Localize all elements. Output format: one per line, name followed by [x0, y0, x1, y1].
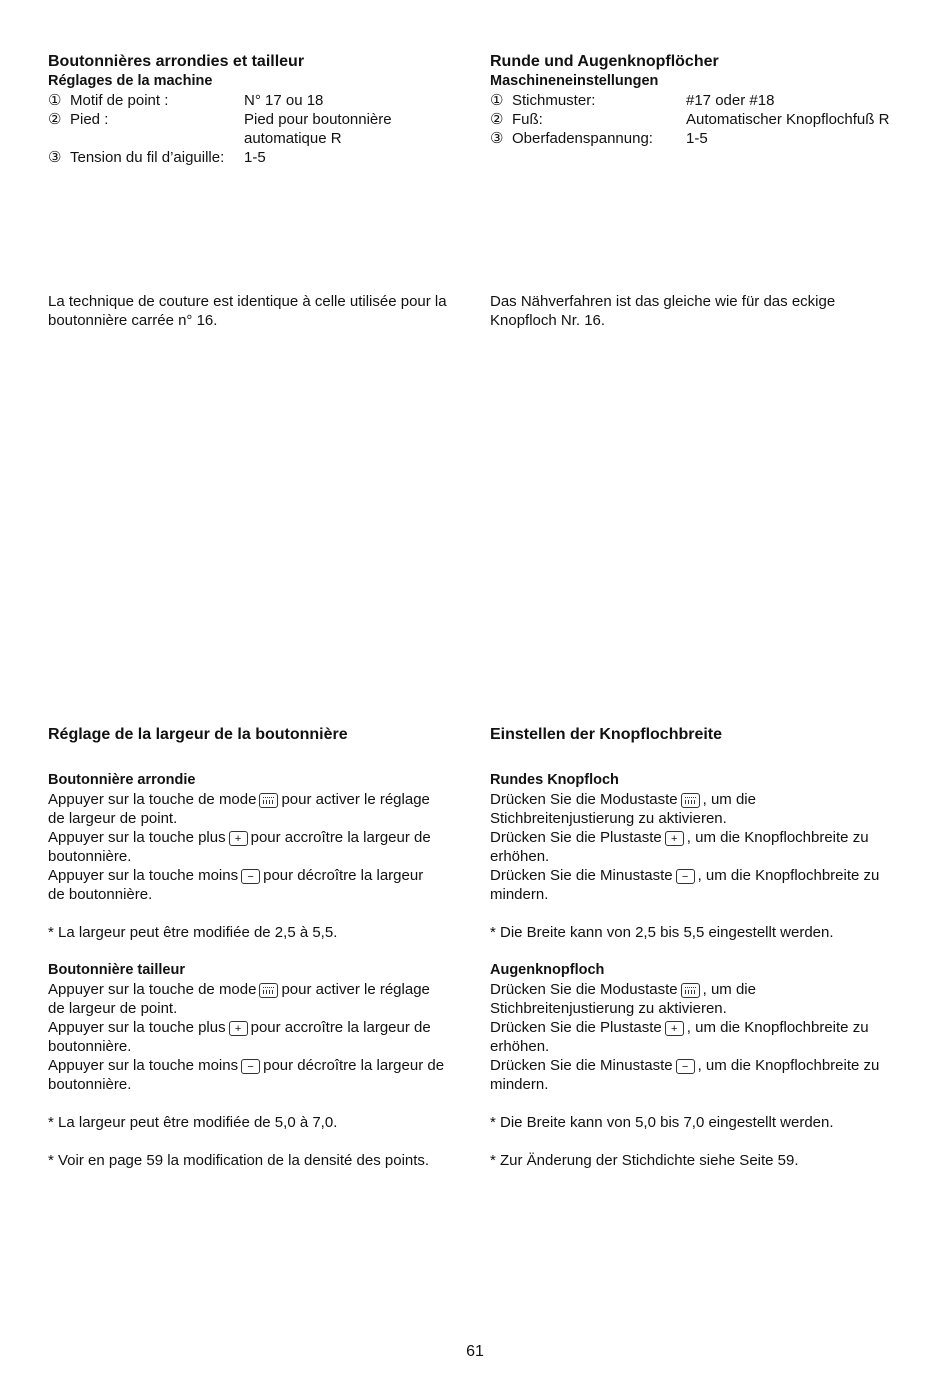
- de-eyelet-note: * Die Breite kann von 5,0 bis 7,0 eingestellt werden.: [490, 1114, 834, 1131]
- setting-label: Fuß:: [512, 111, 543, 128]
- de-setting-row: [490, 129, 910, 148]
- mode-key-icon: [681, 983, 700, 998]
- plus-key-icon: +: [665, 1021, 684, 1036]
- fr-round-minus-line: Appuyer sur la touche moins − pour décroître la largeur: [48, 867, 424, 884]
- minus-key-icon: −: [676, 869, 695, 884]
- setting-label: Motif de point :: [70, 92, 169, 109]
- de-eyelet-plus-line: Drücken Sie die Plustaste + , um die Knopflochbreite zu: [490, 1019, 869, 1036]
- setting-value: Automatischer Knopflochfuß R: [686, 111, 890, 128]
- minus-key-icon: −: [676, 1059, 695, 1074]
- circled-number: ②: [48, 111, 62, 128]
- de-round-mode-line: Drücken Sie die Modustaste , um die: [490, 791, 756, 808]
- de-round-plus-line: Drücken Sie die Plustaste + , um die Knopflochbreite zu: [490, 829, 869, 846]
- de-round-note: * Die Breite kann von 2,5 bis 5,5 eingestellt werden.: [490, 924, 834, 941]
- de-setting-row: [490, 91, 910, 110]
- setting-value: N° 17 ou 18: [244, 92, 324, 109]
- setting-label: Stichmuster:: [512, 92, 596, 109]
- setting-value: #17 oder #18: [686, 92, 775, 109]
- mode-key-icon: [259, 983, 278, 998]
- de-title: Runde und Augenknopflöcher: [490, 53, 719, 70]
- de-technique-text: Das Nähverfahren ist das gleiche wie für das eckige Knopfloch Nr. 16.: [490, 293, 836, 329]
- fr-tailor-title: Boutonnière tailleur: [48, 962, 185, 978]
- de-width-title: Einstellen der Knopflochbreite: [490, 726, 723, 743]
- fr-settings-section: [48, 52, 468, 167]
- de-width-section: Einstellen der Knopflochbreite Rundes Knopfloch Drücken Sie die Modustaste , um die Stichbreitenjustierung zu aktivieren. Drücken Sie die Plustaste + , um die Knopflochbreite zu erhöhen. Drücken Sie die Minustaste − , um die Knopflochbreite zu mindern. * Die Breite kann von 2,5 bis 5,5 eingestellt werden. Augenknopfloch Drücken Sie die Modustaste , um die Stichbreitenjustierung zu aktivieren. Drücken Sie die Plustaste + , um die Knopflochbreite zu erhöhen. Drücken Sie die Minustaste − , um die Knopflochbreite zu mindern. * Die Breite kann von 5,0 bis 7,0 eingestellt werden. * Zur Änderung der Stichdichte siehe Seite 59.: [490, 725, 915, 1170]
- fr-width-section: Réglage de la largeur de la boutonnière Boutonnière arrondie Appuyer sur la touche de mode pour activer le réglage de largeur de point. Appuyer sur la touche plus + pour accroître la largeur de boutonnière. Appuyer sur la touche moins − pour décroître la largeur de boutonnière. * La largeur peut être modifiée de 2,5 à 5,5. Boutonnière tailleur Appuyer sur la touche de mode pour activer le réglage de largeur de point. Appuyer sur la touche plus + pour accroître la largeur de boutonnière. Appuyer sur la touche moins − pour décroître la largeur de boutonnière. * La largeur peut être modifiée de 5,0 à 7,0. * Voir en page 59 la modification de la densité des points.: [48, 725, 473, 1170]
- de-eyelet-mode-line: Drücken Sie die Modustaste , um die: [490, 981, 756, 998]
- mode-key-icon: [259, 793, 278, 808]
- fr-round-note: * La largeur peut être modifiée de 2,5 à 5,5.: [48, 924, 338, 941]
- page-number: 61: [466, 1343, 484, 1360]
- fr-tailor-minus-line: Appuyer sur la touche moins − pour décroître la largeur de: [48, 1057, 445, 1074]
- fr-round-title: Boutonnière arrondie: [48, 772, 196, 788]
- plus-key-icon: +: [665, 831, 684, 846]
- fr-tailor-plus-line: Appuyer sur la touche plus + pour accroître la largeur de: [48, 1019, 431, 1036]
- circled-number: ③: [48, 149, 62, 166]
- setting-label: Tension du fil d’aiguille:: [70, 149, 225, 166]
- circled-number: ①: [490, 92, 504, 109]
- setting-value: 1-5: [244, 149, 266, 166]
- fr-technique-text: La technique de couture est identique à celle utilisée pour la boutonnière carrée n° 16.: [48, 293, 447, 329]
- minus-key-icon: −: [241, 869, 260, 884]
- circled-number: ③: [490, 130, 504, 147]
- plus-key-icon: +: [229, 831, 248, 846]
- fr-subtitle: Réglages de la machine: [48, 73, 213, 89]
- fr-setting-row: [48, 110, 468, 148]
- de-setting-row: [490, 110, 910, 129]
- fr-tailor-mode-line: Appuyer sur la touche de mode pour activer le réglage: [48, 981, 430, 998]
- fr-setting-row: [48, 148, 468, 167]
- de-round-minus-line: Drücken Sie die Minustaste − , um die Knopflochbreite zu: [490, 867, 880, 884]
- de-subtitle: Maschineneinstellungen: [490, 73, 659, 89]
- de-eyelet-title: Augenknopfloch: [490, 962, 605, 978]
- circled-number: ①: [48, 92, 62, 109]
- de-round-title: Rundes Knopfloch: [490, 772, 619, 788]
- plus-key-icon: +: [229, 1021, 248, 1036]
- circled-number: ②: [490, 111, 504, 128]
- setting-value: 1-5: [686, 130, 708, 147]
- mode-key-icon: [681, 793, 700, 808]
- fr-width-title: Réglage de la largeur de la boutonnière: [48, 726, 348, 743]
- de-eyelet-minus-line: Drücken Sie die Minustaste − , um die Knopflochbreite zu: [490, 1057, 880, 1074]
- fr-round-mode-line: Appuyer sur la touche de mode pour activer le réglage: [48, 791, 430, 808]
- fr-density-note: * Voir en page 59 la modification de la densité des points.: [48, 1152, 430, 1169]
- fr-title: Boutonnières arrondies et tailleur: [48, 53, 305, 70]
- fr-tailor-note: * La largeur peut être modifiée de 5,0 à 7,0.: [48, 1114, 338, 1131]
- fr-setting-row: [48, 91, 468, 110]
- minus-key-icon: −: [241, 1059, 260, 1074]
- setting-label: Pied :: [70, 111, 109, 128]
- setting-label: Oberfadenspannung:: [512, 130, 653, 147]
- de-settings-section: [490, 52, 910, 148]
- fr-round-plus-line: Appuyer sur la touche plus + pour accroître la largeur de: [48, 829, 431, 846]
- setting-value: Pied pour boutonnière automatique R: [244, 111, 392, 147]
- de-density-note: * Zur Änderung der Stichdichte siehe Seite 59.: [490, 1152, 799, 1169]
